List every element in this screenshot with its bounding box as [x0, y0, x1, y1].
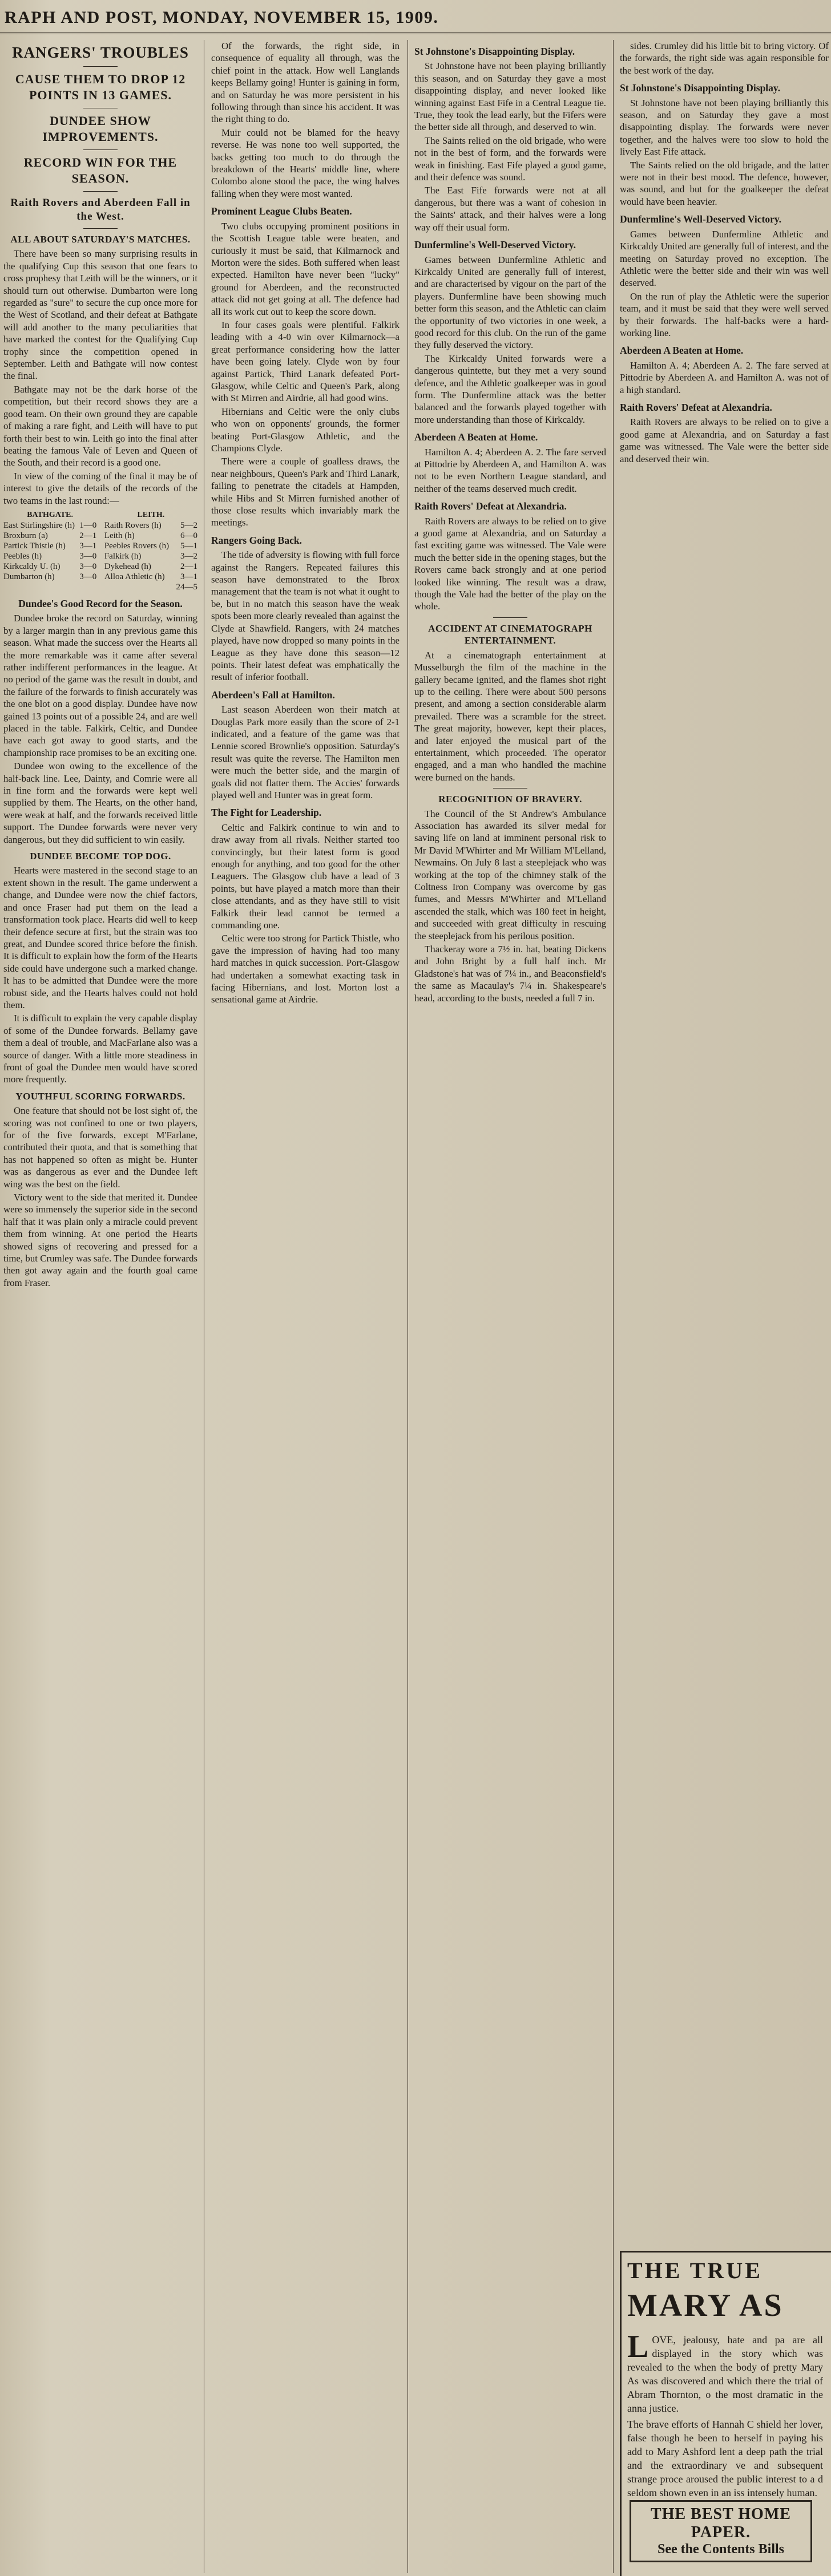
column-1 — [3, 40, 197, 2567]
section-heading: Dunfermline's Well-Deserved Victory. — [620, 213, 782, 225]
score: 3—0 — [79, 551, 97, 561]
divider — [493, 617, 527, 618]
drop-cap: L — [627, 2329, 649, 2364]
result-row — [104, 531, 197, 541]
results-table — [3, 510, 197, 592]
subheadline: RECORD WIN FOR THE SEASON. — [23, 155, 178, 185]
result-row — [3, 531, 96, 541]
opponent: Broxburn (a) — [3, 531, 48, 540]
opponent: Falkirk (h) — [104, 551, 142, 561]
divider — [83, 66, 118, 67]
advert-text: OVE, jealousy, hate and pa are all displayed in the story which was revealed to the when the body of pretty Mary As was discovered and which there the trial of Abram Thornton, o the most dramatic in the anna justice. — [627, 2334, 823, 2414]
paragraph: St Johnstone have not been playing brilliantly this season, and on Saturday they gave a most disappointing display, and never looked like winning against East Fife in a Central League tie. True, they took the lead early, but the Fifers were the better side all through, and deserved to win. — [414, 60, 606, 133]
paragraph: There have been so many surprising results in the qualifying Cup this season that one fears to cross prophesy that Leith will be the winners, or it should turn out otherwise. Dumbarton were long regarded as "sure" to secure the cup once more for the West of Scotland, and their defeat at Bathgate will add another to the many peculiarities that have marked the contest for the Qualifying Cup trophy since the competition opened in September. Leith and Bathgate will now contest the final. — [3, 248, 197, 382]
headline: RANGERS' TROUBLES — [12, 44, 189, 61]
paragraph: Last season Aberdeen won their match at Douglas Park more easily than the score of 2-1 indicated, and a feature of the game was that Lennie scored Brownlie's opposition. Saturday's result was quite the reverse. The Hamilton men were much the better side, and the margin of goals did not flatter them. The Accies' forwards played well and Hunter was in great form. — [211, 704, 400, 800]
paragraph: In view of the coming of the final it may be of interest to give the details of the records of the two teams in the last round:— — [3, 470, 197, 506]
result-total — [104, 582, 197, 592]
section-heading: Rangers Going Back. — [211, 534, 302, 546]
article-headline: RECOGNITION OF BRAVERY. — [438, 794, 582, 805]
article-headline: ACCIDENT AT CINEMATOGRAPH ENTERTAINMENT. — [428, 622, 592, 646]
opponent: Leith (h) — [104, 531, 135, 540]
paragraph: One feature that should not be lost sight of, the scoring was not confined to one or two players, for of the five forwards, except M'Farlane, contributed their quota, and that is something that has not happened so often as might be. Hunter was as dangerous as ever and the Dundee left wing was the best on the field. — [3, 1105, 197, 1190]
result-row — [104, 541, 197, 551]
paragraph: The tide of adversity is flowing with full force against the Rangers. Repeated failures this season have demonstrated to the Ibrox management that the team is not what it ought to be, but in no match this season have the weak spots been more clearly revealed than against the Clyde at Shawfield. Rangers, with 24 matches played, have now dropped so many points in the League as they have done this season—12 points. Their latest defeat was emphatically the result of inferior football. — [211, 549, 400, 683]
paragraph: Raith Rovers are always to be relied on to give a good game at Alexandria, and on Saturday a fast exciting game was witnessed. The Vale were much the better side in the opening stages, but the Rovers came back strongly and at one period looked like winning. The result was a draw, though the Vale had the better of the play on the whole. — [414, 515, 606, 612]
paragraph: The Council of the St Andrew's Ambulance Association has awarded its silver medal for saving life on land at imminent personal risk to Mr David M'Whirter and Mr William M'Lelland, Newmains. On July 8 last a steeplejack who was working at the top of the chimney stalk of the Coltness Iron Company was overcome by gas fumes, and Messrs M'Whirter and M'Lelland ascended the stalk, which was 180 feet in height, and succeeded with great difficulty in rescuing the steeplejack from his perilous position. — [414, 808, 606, 941]
paragraph: In four cases goals were plentiful. Falkirk leading with a 4-0 win over Kilmarnock—a great performance considering how the latter have been going lately. Clyde won by four against Partick, Third Lanark defeated Port-Glasgow, while Celtic and Queen's Park, along with St Mirren and Airdrie, all had good wins. — [211, 319, 400, 404]
column-rule — [613, 40, 614, 2573]
section-heading: Raith Rovers' Defeat at Alexandria. — [620, 401, 772, 413]
section-heading: DUNDEE BECOME TOP DOG. — [30, 851, 171, 862]
score: 5—2 — [180, 520, 197, 530]
section-heading: The Fight for Leadership. — [211, 807, 322, 819]
paragraph: Two clubs occupying prominent positions in the Scottish League table were beaten, and curiously it must be said, that Kilmarnock and Morton were the sides. Both suffered when least expected. Hamilton have never been "lucky" ground for Aberdeen, and the reconstructed attack did not get going at all. The defence had all its work cut out to keep the score down. — [211, 220, 400, 317]
paragraph: Hibernians and Celtic were the only clubs who won on opponents' grounds, the former beating Port-Glasgow Athletic, and the Champions Clyde. — [211, 406, 400, 454]
advert-footer-line: See the Contents Bills — [657, 2542, 784, 2557]
result-row — [104, 561, 197, 572]
paragraph: Celtic and Falkirk continue to win and to draw away from all rivals. Neither started too convincingly, but their latest form is good enough for anything, and too good for the other Leaguers. The Glasgow club have a lead of 3 points, but have played a match more than their close attendants, and as they have still to visit Falkirk their lead cannot be termed a commanding one. — [211, 822, 400, 931]
section-heading: Aberdeen A Beaten at Home. — [620, 345, 744, 357]
paragraph: On the run of play the Athletic were the superior team, and it must be said that they were well served by their forwards. The half-backs were a hard-working line. — [620, 290, 829, 338]
paragraph: At a cinematograph entertainment at Musselburgh the film of the machine in the gallery became ignited, and the flames shot right up to the ceiling. There were about 500 persons present, and among a section considerable alarm prevailed. There was a scramble for the street. The great majority, however, kept their places, and later enjoyed the musical part of the entertainment, which proceeded. The operator engaged, and a man who handled the machine were burned on the hands. — [414, 649, 606, 783]
score: 2—1 — [79, 531, 97, 540]
paragraph: Hamilton A. 4; Aberdeen A. 2. The fare served at Pittodrie by Aberdeen A, and Hamilton A. was not to be even Northern League standard, and neither of the teams deserved much credit. — [414, 446, 606, 494]
section-heading: Dunfermline's Well-Deserved Victory. — [414, 239, 576, 251]
section-heading: Raith Rovers' Defeat at Alexandria. — [414, 500, 567, 512]
paragraph: sides. Crumley did his little bit to bring victory. Of the forwards, the right side was again responsible for the best work of the day. — [620, 41, 829, 76]
paragraph: Bathgate may not be the dark horse of the competition, but their record shows they are a good team. On their own ground they are capable of making a rare fight, and Leith will have to put forth their best to win. Leith go into the final after beating the famous Vale of Leven and Queen of the South, and their record is a good one. — [3, 383, 197, 468]
subheadline: Raith Rovers and Aberdeen Fall in the West. — [10, 197, 191, 223]
score: 5—1 — [180, 541, 197, 551]
paragraph: Celtic were too strong for Partick Thistle, who gave the impression of having had too many hard matches in quick succession. Port-Glasgow had undertaken a somewhat exacting task in facing Hibernians, and lost. Morton lost a sensational game at Airdrie. — [211, 933, 400, 1005]
serial-advertisement — [620, 2251, 831, 2576]
divider — [83, 149, 118, 150]
score: 3—1 — [79, 541, 97, 551]
column-3 — [414, 40, 606, 2567]
advert-paragraph — [627, 2329, 823, 2415]
paragraph: Of the forwards, the right side, in consequence of equality all through, was the chief point in the attack. How well Langlands keeps Bellamy going! Hunter is gaining in form, and on Saturday he was more persistent in his following through than since his accident. It was the right thing to do. — [211, 41, 400, 125]
column-2 — [211, 40, 400, 2567]
divider — [83, 191, 118, 192]
advert-paragraph: The brave efforts of Hannah C shield her lover, false though he been to herself in paying his add to Mary Ashford lent a deep path the trial and the extraordinary ve and subsequent strange proce aroused the public interest to a d seldom shown even in an iss intensely human. — [627, 2419, 823, 2498]
paragraph: Thackeray wore a 7½ in. hat, beating Dickens and John Bright by a full half inch. Mr Gladstone's hat was of 7¼ in., and Beaconsfield's the same as Macaulay's 7¼ in. Shakespeare's head, according to the busts, needed a full 7 in. — [414, 944, 606, 1004]
masthead: RAPH AND POST, MONDAY, NOVEMBER 15, 1909. — [0, 0, 831, 34]
paragraph: Victory went to the side that merited it. Dundee were so immensely the superior side in the second half that it was plain only a miracle could prevent them from winning. At one period the Hearts showed signs of recovering and pressed for a time, but Crumley was safe. The Dundee forwards then got away again and the fourth goal came from Fraser. — [3, 1192, 197, 1288]
result-row — [3, 520, 96, 531]
result-row — [104, 551, 197, 561]
section-heading: Aberdeen A Beaten at Home. — [414, 431, 538, 443]
score: 2—1 — [180, 561, 197, 571]
section-heading: Aberdeen's Fall at Hamilton. — [211, 689, 335, 701]
opponent: Dykehead (h) — [104, 561, 151, 571]
advert-kicker: THE TRUE — [627, 2258, 763, 2283]
advert-title: MARY AS — [627, 2288, 784, 2323]
paragraph: The East Fife forwards were not at all dangerous, but there was a want of cohesion in the Saints' attack, and their halves were a long way off their usual form. — [414, 185, 606, 233]
section-heading: Prominent League Clubs Beaten. — [211, 205, 352, 217]
score-total: 24—5 — [176, 582, 197, 592]
paragraph: The Saints relied on the old brigade, who were not in the best of form, and the forwards were weak in finishing. East Fife played a good game, and their defence was sound. — [414, 135, 606, 183]
section-heading: St Johnstone's Disappointing Display. — [414, 46, 575, 57]
advert-footer-line: THE BEST HOME PAPER. — [651, 2505, 791, 2541]
paragraph: The Kirkcaldy United forwards were a dangerous quintette, but they met a very sound defence, and the Athletic goalkeeper was in good form. The Dunfermline attack was the better balanced and the forwards played together with more understanding than those of Kirkcaldy. — [414, 353, 606, 425]
paragraph: Dundee broke the record on Saturday, winning by a larger margin than in any previous game this season. What made the success over the Hearts all the more remarkable was it came after several rather indifferent performances in the league. At no period of the game was the result in doubt, and the failure of the forwards to finish accurately was the one blot on a good display. Dundee have now gained 13 points out of a possible 24, and are well placed in the table. Falkirk, Celtic, and Dundee have each got away to good starts, and the championship race promises to be an exciting one. — [3, 613, 197, 758]
team-heading: BATHGATE. — [27, 510, 73, 519]
result-row — [3, 572, 96, 582]
paragraph: St Johnstone have not been playing brilliantly this season, and on Saturday they gave a most disappointing display. The forwards were never together, and the halves were too slow to hold the lively East Fife attack. — [620, 97, 829, 157]
advert-footer-box — [630, 2500, 812, 2562]
paragraph: Games between Dunfermline Athletic and Kirkcaldy United are generally full of interest, and are characterised by vigour on the part of the players. Dunfermline have been showing much better form this season, and the Athletic can claim the opportunity of two victories in one week, a good record for this club. On the run of the game they fully deserved the victory. — [414, 254, 606, 351]
paragraph: Dundee won owing to the excellence of the half-back line. Lee, Dainty, and Comrie were all in fine form and the forwards were kept well supplied by them. The Hearts, on the other hand, were weak at half, and the forwards received little support. The Dundee forwards were never very dangerous, but they did sufficient to win easily. — [3, 761, 197, 845]
subheadline: DUNDEE SHOW IMPROVEMENTS. — [42, 114, 159, 144]
results-left — [3, 510, 96, 592]
section-heading: YOUTHFUL SCORING FORWARDS. — [15, 1090, 185, 1102]
paragraph: Hamilton A. 4; Aberdeen A. 2. The fare served at Pittodrie by Aberdeen A. and Hamilton A. was not of a high standard. — [620, 359, 829, 395]
team-heading: LEITH. — [137, 510, 165, 519]
score: 3—0 — [79, 561, 97, 571]
results-right — [104, 510, 197, 592]
section-heading: St Johnstone's Disappointing Display. — [620, 82, 781, 94]
paragraph: Games between Dunfermline Athletic and Kirkcaldy United are generally full of interest, and the meeting on Saturday proved no exception. The Athletic were the better side and their win was well deserved. — [620, 228, 829, 289]
opponent: East Stirlingshire (h) — [3, 520, 75, 530]
opponent: Peebles Rovers (h) — [104, 541, 170, 551]
divider — [83, 228, 118, 229]
opponent: Partick Thistle (h) — [3, 541, 66, 551]
score: 3—0 — [79, 572, 97, 581]
result-row — [104, 572, 197, 582]
section-heading: ALL ABOUT SATURDAY'S MATCHES. — [10, 234, 191, 245]
score: 3—2 — [180, 551, 197, 561]
advert-body — [627, 2329, 831, 2500]
paragraph: Raith Rovers are always to be relied on to give a good game at Alexandria, and on Saturday a fast game was witnessed. The Vale were the better side and deserved their win. — [620, 416, 829, 464]
result-row — [3, 551, 96, 561]
opponent: Kirkcaldy U. (h) — [3, 561, 60, 571]
paragraph: It is difficult to explain the very capable display of some of the Dundee forwards. Bellamy gave them a deal of trouble, and MacFarlane also was a source of danger. With a little more steadiness in front of goal the Dundee men would have scored more frequently. — [3, 1013, 197, 1085]
score: 6—0 — [180, 531, 197, 540]
column-4 — [620, 40, 829, 2242]
result-row — [3, 561, 96, 572]
result-row — [3, 541, 96, 551]
opponent: Raith Rovers (h) — [104, 520, 162, 530]
opponent: Alloa Athletic (h) — [104, 572, 165, 581]
opponent: Peebles (h) — [3, 551, 42, 561]
result-row — [104, 520, 197, 531]
paragraph: Muir could not be blamed for the heavy reverse. He was none too well supported, the backs getting too much to do through the breakdown of the Hearts' middle line, where Colombo alone stood the pace, the wing halves falling when they were most wanted. — [211, 127, 400, 199]
paragraph: The Saints relied on the old brigade, and the latter were not in their best mood. The defence, however, was sound, and but for the goalkeeper the defeat would have been heavier. — [620, 159, 829, 207]
paragraph: Hearts were mastered in the second stage to an extent shown in the result. The game underwent a change, and Dundee were now the chief factors, and once Fraser had put them on the lead a transformation took place. Hearts did well to keep their defence secure at first, but the strain was too great, and Dundee scored thrice before the finish. It is difficult to explain how the form of the Hearts side could have undergone such a marked change. It has to be admitted that Dundee were the more robust side, and the Hearts halves could not hold them. — [3, 865, 197, 1010]
subheadline: CAUSE THEM TO DROP 12 POINTS IN 13 GAMES. — [15, 72, 186, 102]
paragraph: There were a couple of goalless draws, the near neighbours, Queen's Park and Third Lanark, failing to penetrate the citadels at Hampden, while Hibs and St Mirren furnished another of those close results which invariably mark the meetings. — [211, 456, 400, 528]
section-heading: Dundee's Good Record for the Season. — [18, 597, 183, 609]
score: 3—1 — [180, 572, 197, 581]
score: 1—0 — [79, 520, 97, 530]
opponent: Dumbarton (h) — [3, 572, 55, 581]
